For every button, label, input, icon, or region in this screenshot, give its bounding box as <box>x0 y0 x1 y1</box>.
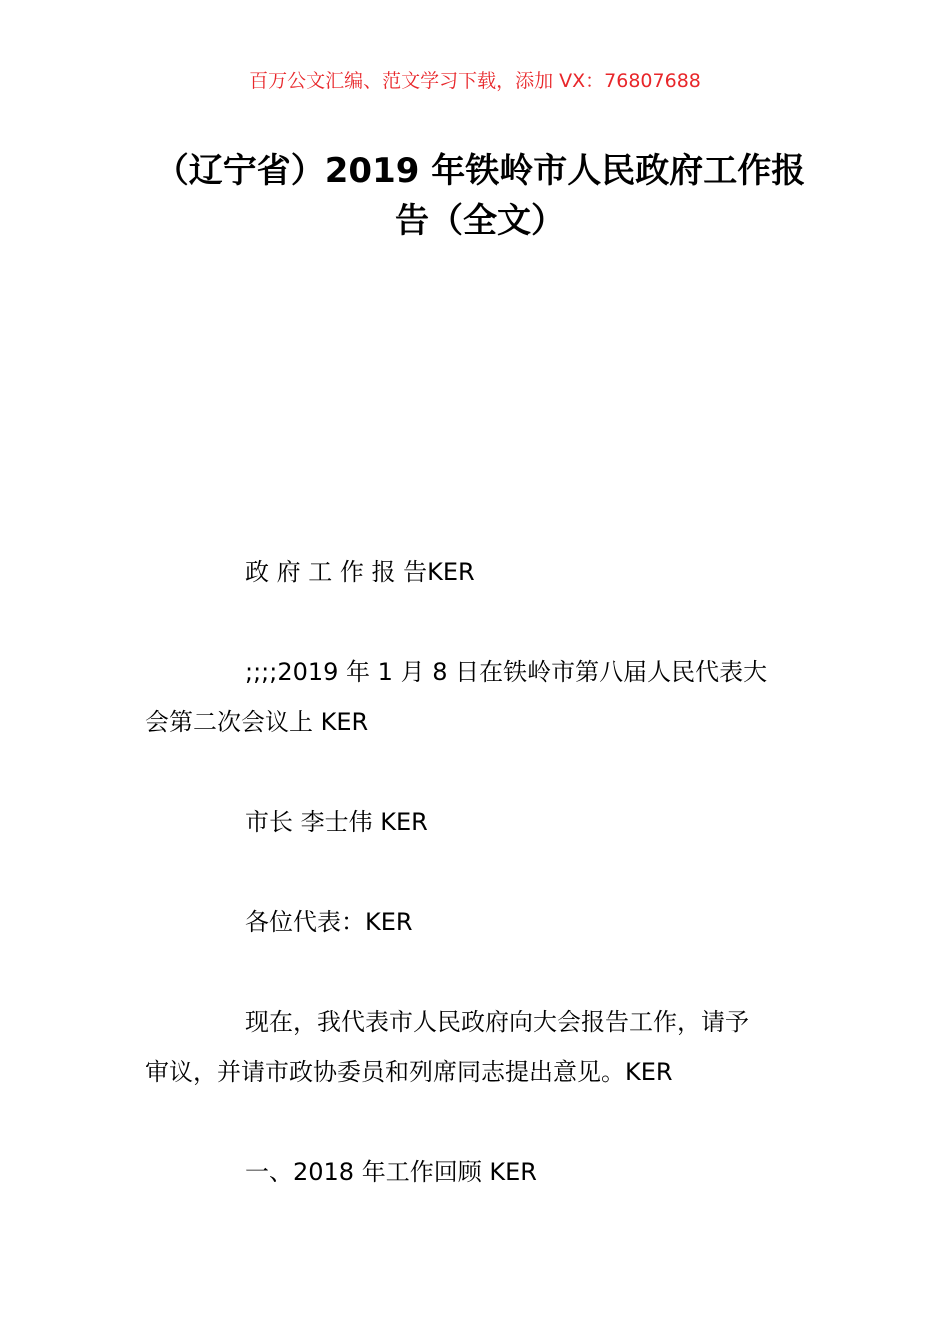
paragraph-line: 审议，并请市政协委员和列席同志提出意见。KER <box>145 1058 673 1086</box>
paragraph-line: 一、2018 年工作回顾 KER <box>245 1158 537 1186</box>
paragraph-speaker <box>145 797 815 847</box>
section-heading <box>145 1147 815 1197</box>
paragraph-line: 会第二次会议上 KER <box>145 708 369 736</box>
paragraph-line: 市长 李士伟 KER <box>245 808 428 836</box>
paragraph-heading <box>145 547 815 597</box>
title-line-1: （辽宁省）2019 年铁岭市人民政府工作报 <box>154 151 806 191</box>
paragraph-line: 现在，我代表市人民政府向大会报告工作，请予 <box>245 1008 749 1036</box>
paragraph-line: 政 府 工 作 报 告KER <box>245 558 475 586</box>
paragraph-line: ;;;;2019 年 1 月 8 日在铁岭市第八届人民代表大 <box>245 658 768 686</box>
watermark-header: 百万公文汇编、范文学习下载，添加 VX：76807688 <box>249 70 701 92</box>
paragraph-date <box>145 647 815 747</box>
paragraph-intro <box>145 997 815 1097</box>
paragraph-line: 各位代表：KER <box>245 908 413 936</box>
document-body <box>145 547 815 1247</box>
document-title <box>140 146 820 246</box>
paragraph-salutation <box>145 897 815 947</box>
title-line-2: 告（全文） <box>395 201 565 241</box>
